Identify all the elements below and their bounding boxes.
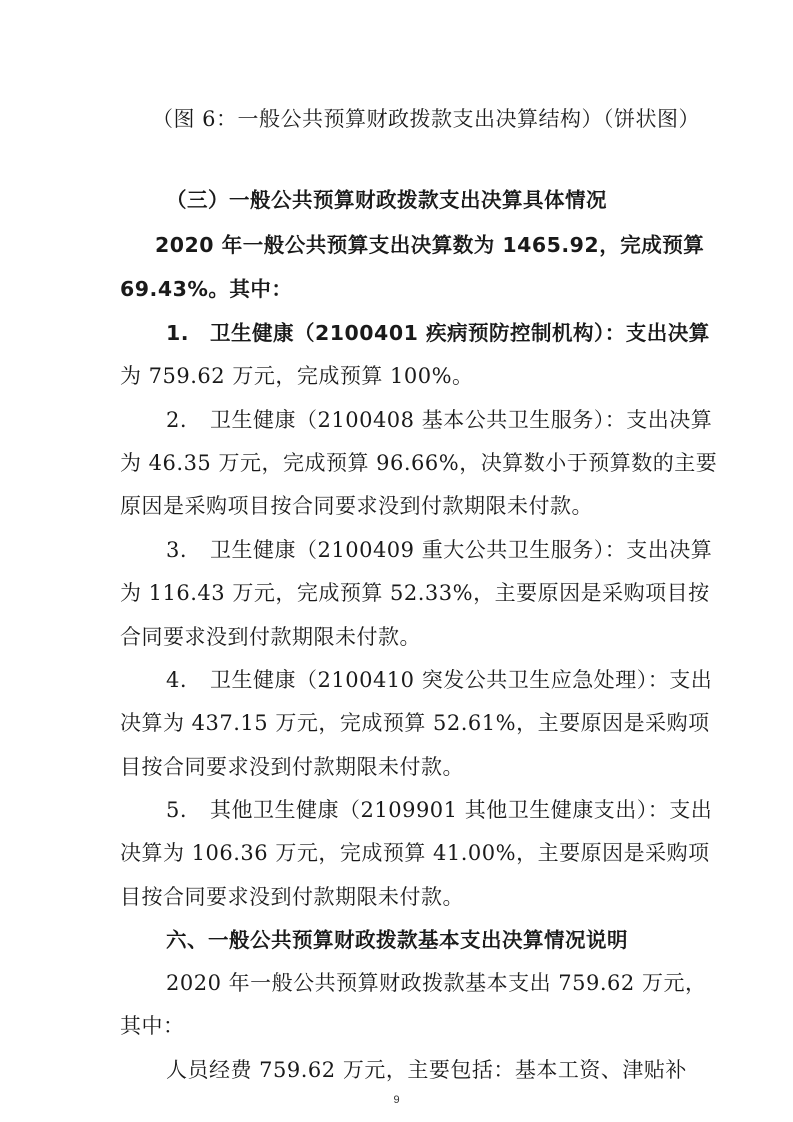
item-4-line-3: 目按合同要求没到付款期限未付款。	[120, 755, 464, 779]
item-5-line-1: 其他卫生健康（2109901 其他卫生健康支出）：支出	[210, 798, 713, 822]
section-3-intro-line-2: 69.43%。其中：	[120, 277, 293, 301]
item-2-line-3: 原因是采购项目按合同要求没到付款期限未付款。	[120, 494, 593, 518]
section-6-paragraph-line-2: 其中：	[120, 1014, 185, 1038]
section-6-heading: 六、一般公共预算财政拨款基本支出决算情况说明	[166, 928, 628, 952]
section-3-heading: （三）一般公共预算财政拨款支出决算具体情况	[166, 188, 607, 212]
item-3-line-1: 卫生健康（2100409 重大公共卫生服务）：支出决算	[210, 538, 713, 562]
section-6-paragraph-line-1: 2020 年一般公共预算财政拨款基本支出 759.62 万元，	[166, 971, 707, 995]
item-2-line-2: 为 46.35 万元，完成预算 96.66%，决算数小于预算数的主要	[120, 451, 718, 475]
item-2-line-1: 卫生健康（2100408 基本公共卫生服务）：支出决算	[210, 408, 713, 432]
section-3-intro-line-1: 2020 年一般公共预算支出决算数为 1465.92，完成预算	[155, 233, 705, 257]
item-5-line-2: 决算为 106.36 万元，完成预算 41.00%，主要原因是采购项	[120, 841, 710, 865]
item-4-line-2: 决算为 437.15 万元，完成预算 52.61%，主要原因是采购项	[120, 711, 710, 735]
figure-caption: （图 6：一般公共预算财政拨款支出决算结构）（饼状图）	[152, 107, 701, 131]
item-1-line-2: 为 759.62 万元，完成预算 100%。	[120, 364, 474, 388]
item-4-line-1: 卫生健康（2100410 突发公共卫生应急处理）：支出	[210, 668, 713, 692]
page-number: 9	[393, 1094, 400, 1106]
item-2-number: 2.	[166, 408, 188, 432]
item-3-line-3: 合同要求没到付款期限未付款。	[120, 625, 421, 649]
item-5-line-3: 目按合同要求没到付款期限未付款。	[120, 885, 464, 909]
item-3-number: 3.	[166, 538, 188, 562]
item-3-line-2: 为 116.43 万元，完成预算 52.33%，主要原因是采购项目按	[120, 581, 710, 605]
item-5-number: 5.	[166, 798, 188, 822]
item-1-number: 1.	[166, 321, 190, 345]
item-1-line-1: 卫生健康（2100401 疾病预防控制机构）：支出决算	[210, 321, 710, 345]
item-4-number: 4.	[166, 668, 188, 692]
personnel-expenses-line: 人员经费 759.62 万元，主要包括：基本工资、津贴补	[166, 1058, 687, 1082]
